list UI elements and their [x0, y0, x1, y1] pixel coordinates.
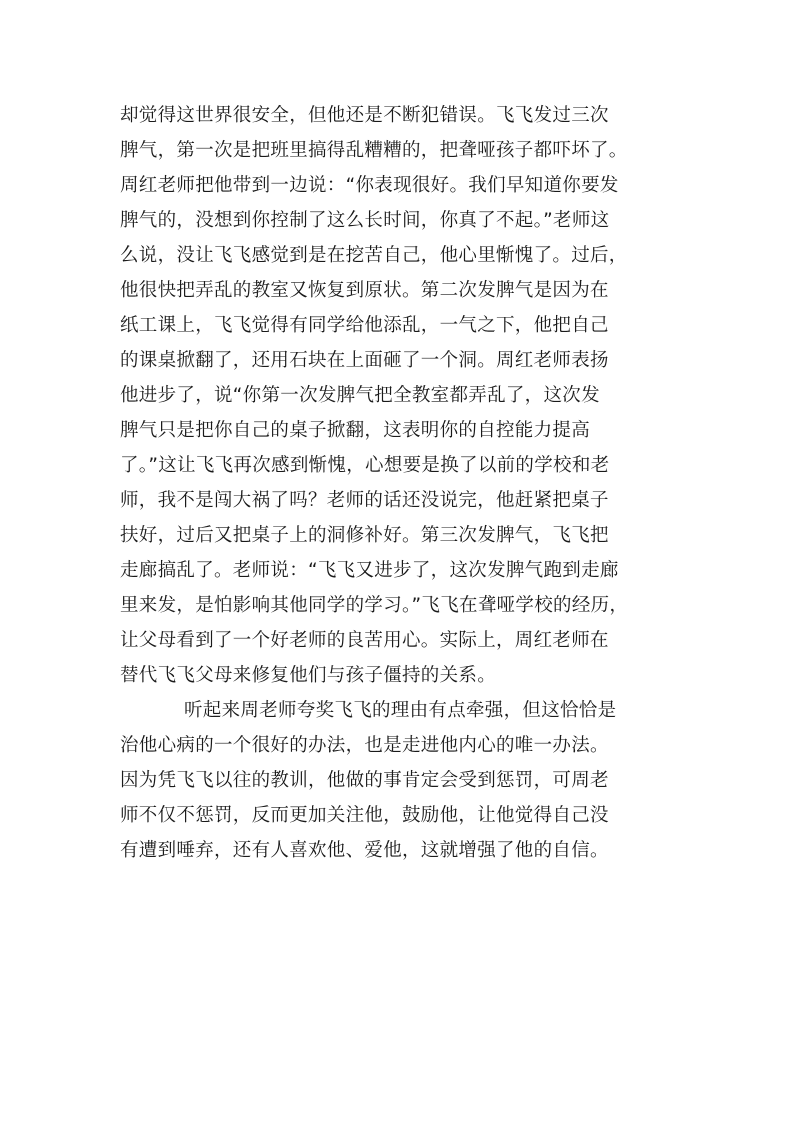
text-line: 了。”这让飞飞再次感到惭愧，心想要是换了以前的学校和老: [120, 455, 610, 476]
text-line: 走廊搞乱了。老师说：“飞飞又进步了，这次发脾气跑到走廊: [120, 560, 619, 581]
text-line: 却觉得这世界很安全，但他还是不断犯错误。飞飞发过三次: [120, 105, 609, 126]
text-line: 替代飞飞父母来修复他们与孩子僵持的关系。: [120, 665, 497, 686]
text-line: 他很快把弄乱的教室又恢复到原状。第二次发脾气是因为在: [120, 280, 609, 301]
text-line: 师不仅不惩罚，反而更加关注他，鼓励他，让他觉得自己没: [120, 805, 609, 826]
text-line: 他进步了，说“你第一次发脾气把全教室都弄乱了，这次发: [120, 385, 600, 406]
text-line: 让父母看到了一个好老师的良苦用心。实际上，周红老师在: [120, 630, 609, 651]
text-line: 师，我不是闯大祸了吗？老师的话还没说完，他赶紧把桌子: [120, 490, 609, 511]
text-line: 周红老师把他带到一边说：“你表现很好。我们早知道你要发: [120, 175, 619, 196]
text-line: 纸工课上，飞飞觉得有同学给他添乱，一气之下，他把自己: [120, 315, 609, 336]
text-line: 治他心病的一个很好的办法，也是走进他内心的唯一办法。: [120, 735, 609, 756]
text-line: 么说，没让飞飞感觉到是在挖苦自己，他心里惭愧了。过后，: [120, 245, 628, 266]
text-line: 的课桌掀翻了，还用石块在上面砸了一个洞。周红老师表扬: [120, 350, 609, 371]
paragraph-2: [120, 693, 680, 868]
text-line: 脾气的，没想到你控制了这么长时间，你真了不起。”老师这: [120, 210, 610, 231]
text-line: 听起来周老师夸奖飞飞的理由有点牵强，但这恰恰是: [184, 700, 617, 721]
text-line: 因为凭飞飞以往的教训，他做的事肯定会受到惩罚，可周老: [120, 770, 609, 791]
text-line: 脾气只是把你自己的桌子掀翻，这表明你的自控能力提高: [120, 420, 591, 441]
text-line: 里来发，是怕影响其他同学的学习。”飞飞在聋哑学校的经历，: [120, 595, 629, 616]
text-line: 扶好，过后又把桌子上的洞修补好。第三次发脾气，飞飞把: [120, 525, 609, 546]
body-text: [120, 98, 680, 868]
paragraph-1: [120, 98, 680, 693]
text-line: 有遭到唾弃，还有人喜欢他、爱他，这就增强了他的自信。: [120, 840, 609, 861]
text-line: 脾气，第一次是把班里搞得乱糟糟的，把聋哑孩子都吓坏了。: [120, 140, 628, 161]
